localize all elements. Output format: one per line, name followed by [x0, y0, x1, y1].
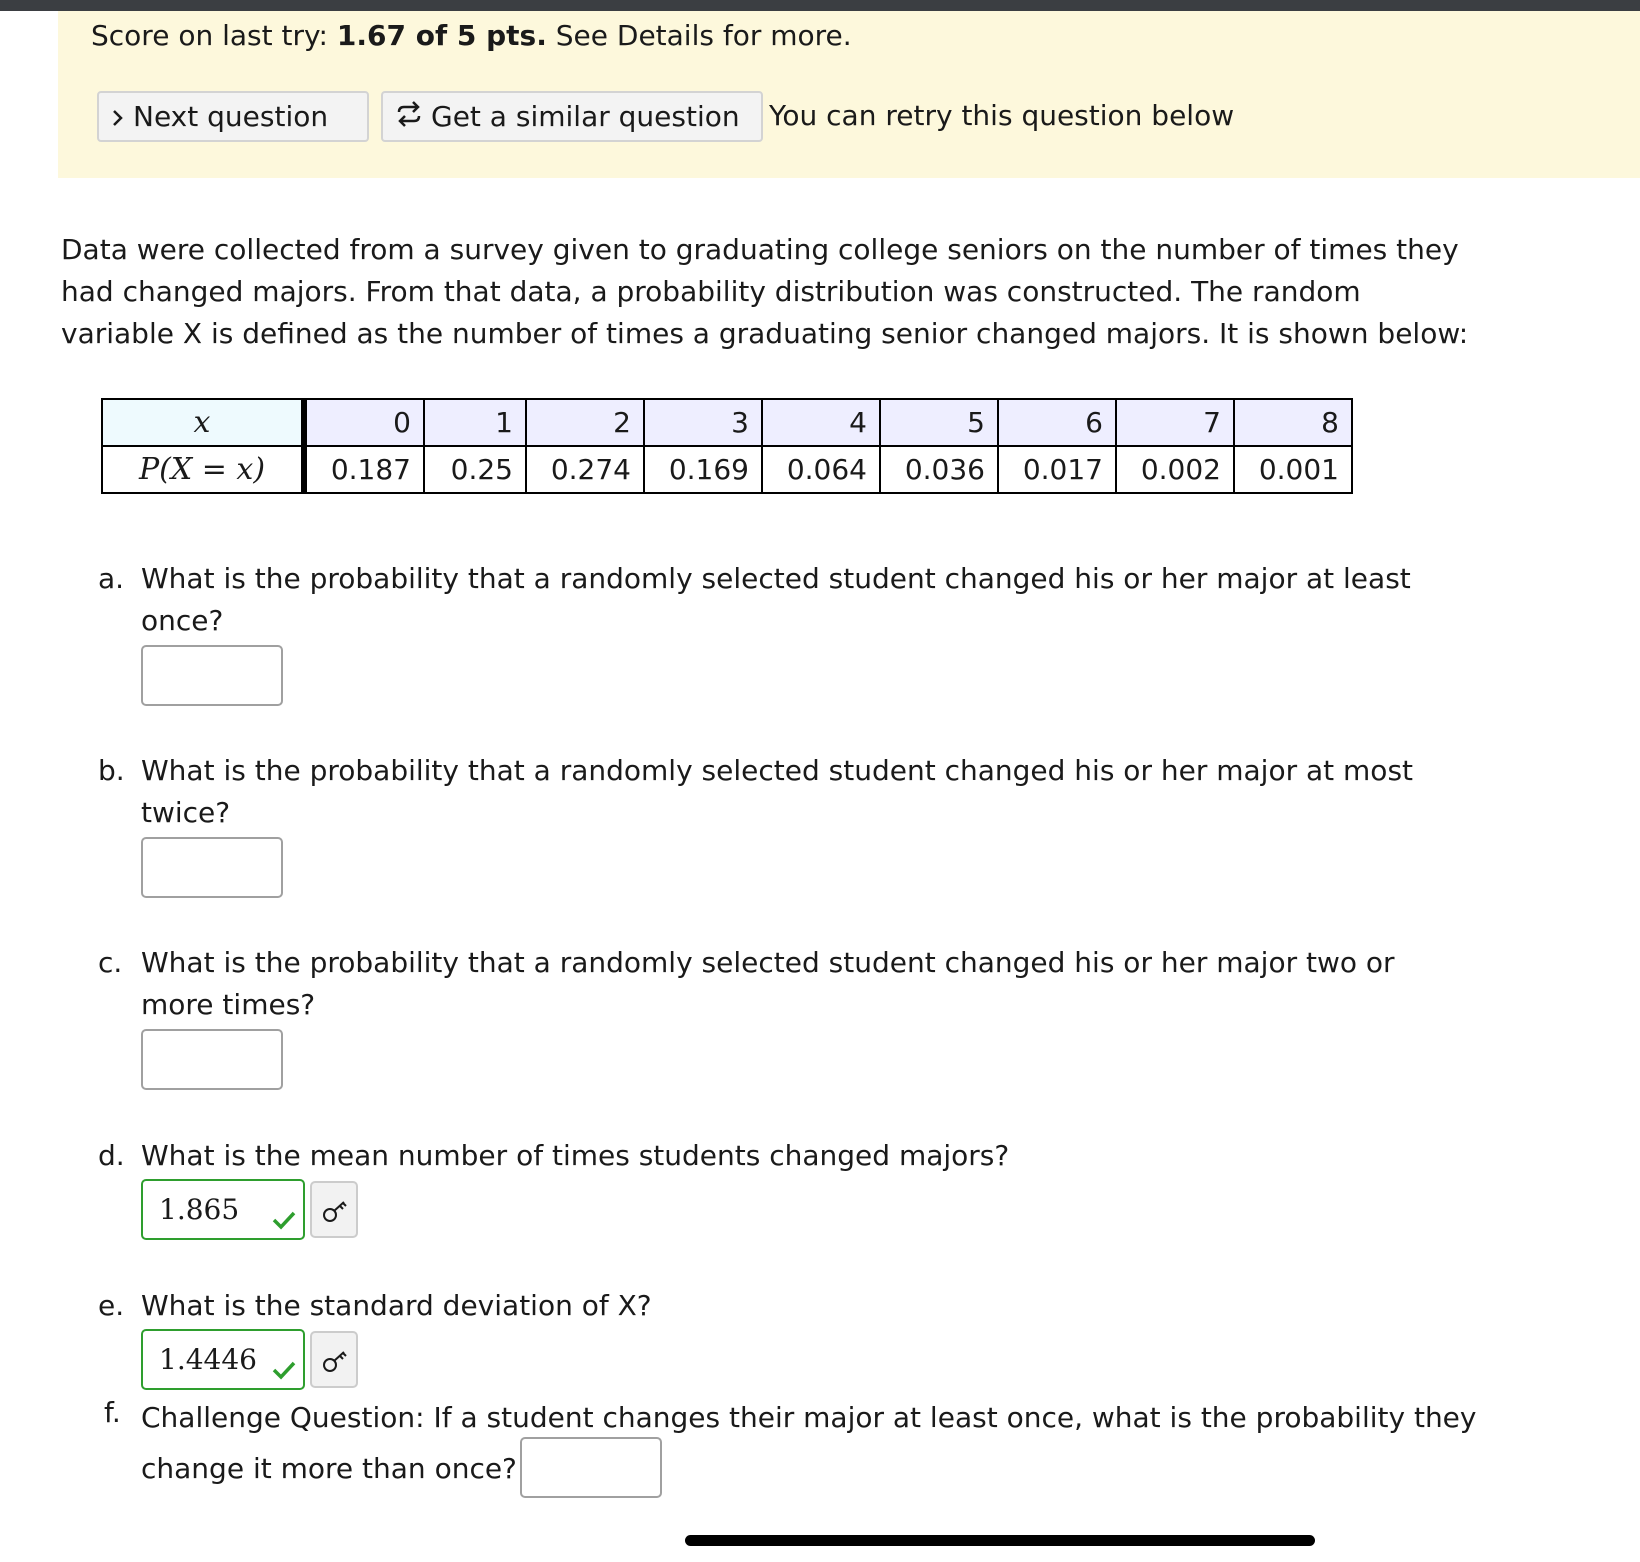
question-text — [141, 558, 1541, 642]
intro-line: variable X is defined as the number of times a graduating senior changed majors. It is shown below: — [61, 317, 1469, 350]
answer-e-input[interactable] — [141, 1329, 305, 1390]
top-bar — [0, 0, 1640, 11]
score-value: 1.67 of 5 pts. — [336, 19, 547, 52]
answer-e-value: 1.4446 — [159, 1343, 257, 1376]
probability-distribution-table — [101, 398, 1353, 494]
score-prefix: Score on last try: — [91, 19, 328, 52]
x-cell: 5 — [880, 399, 998, 446]
question-line: twice? — [141, 796, 231, 829]
p-cell: 0.274 — [526, 446, 644, 493]
p-cell: 0.002 — [1116, 446, 1234, 493]
x-cell: 8 — [1234, 399, 1352, 446]
question-line: What is the probability that a randomly selected student changed his or her major two or — [141, 946, 1395, 979]
question-line: What is the probability that a randomly selected student changed his or her major at least — [141, 562, 1411, 595]
chevron-right-icon — [111, 95, 125, 142]
x-cell: 4 — [762, 399, 880, 446]
answer-d-input[interactable] — [141, 1179, 305, 1240]
question-line: What is the probability that a randomly selected student changed his or her major at most — [141, 754, 1414, 787]
x-cell: 0 — [304, 399, 424, 446]
p-cell: 0.017 — [998, 446, 1116, 493]
answer-b-input[interactable] — [141, 837, 283, 898]
answer-f-input[interactable] — [520, 1437, 662, 1498]
retry-message: You can retry this question below — [769, 99, 1235, 132]
question-label: d. — [98, 1139, 125, 1172]
answer-key-button[interactable] — [310, 1181, 358, 1238]
answer-c-input[interactable] — [141, 1029, 283, 1090]
x-cell: 6 — [998, 399, 1116, 446]
intro-line: Data were collected from a survey given to graduating college seniors on the number of times they — [61, 233, 1459, 266]
p-header: P(X = x) — [102, 446, 304, 493]
p-cell: 0.187 — [304, 446, 424, 493]
x-row — [102, 399, 1352, 446]
problem-intro — [61, 229, 1481, 355]
checkmark-icon — [271, 1195, 297, 1252]
x-cell: 7 — [1116, 399, 1234, 446]
question-text — [141, 750, 1541, 834]
next-question-label: Next question — [133, 100, 329, 133]
question-label: b. — [98, 754, 125, 787]
x-header: x — [102, 399, 304, 446]
next-question-button[interactable] — [97, 91, 369, 142]
p-cell: 0.064 — [762, 446, 880, 493]
intro-line: had changed majors. From that data, a probability distribution was constructed. The random — [61, 275, 1361, 308]
p-cell: 0.169 — [644, 446, 762, 493]
answer-a-input[interactable] — [141, 645, 283, 706]
p-cell: 0.25 — [424, 446, 526, 493]
x-cell: 1 — [424, 399, 526, 446]
question-line: more times? — [141, 988, 316, 1021]
question-line: Challenge Question: If a student changes their major at least once, what is the probability they — [141, 1401, 1477, 1434]
x-cell: 3 — [644, 399, 762, 446]
question-text — [141, 1135, 1541, 1177]
question-label: f. — [104, 1396, 121, 1429]
similar-question-label: Get a similar question — [431, 100, 740, 133]
question-line: What is the standard deviation of X? — [141, 1289, 652, 1322]
question-line: What is the mean number of times students changed majors? — [141, 1139, 1010, 1172]
home-indicator — [685, 1535, 1315, 1546]
score-suffix: See Details for more. — [555, 19, 852, 52]
question-line: change it more than once? — [141, 1452, 517, 1485]
score-text — [91, 18, 852, 54]
question-label: c. — [98, 946, 123, 979]
p-row — [102, 446, 1352, 493]
question-text — [141, 942, 1541, 1026]
answer-d-value: 1.865 — [159, 1193, 240, 1226]
p-cell: 0.036 — [880, 446, 998, 493]
question-label: e. — [98, 1289, 125, 1322]
question-text — [141, 1392, 1541, 1494]
question-line: once? — [141, 604, 224, 637]
question-label: a. — [98, 562, 125, 595]
retry-arrows-icon — [395, 95, 423, 142]
question-text — [141, 1285, 1541, 1327]
answer-key-button[interactable] — [310, 1331, 358, 1388]
x-cell: 2 — [526, 399, 644, 446]
p-cell: 0.001 — [1234, 446, 1352, 493]
similar-question-button[interactable] — [381, 91, 763, 142]
